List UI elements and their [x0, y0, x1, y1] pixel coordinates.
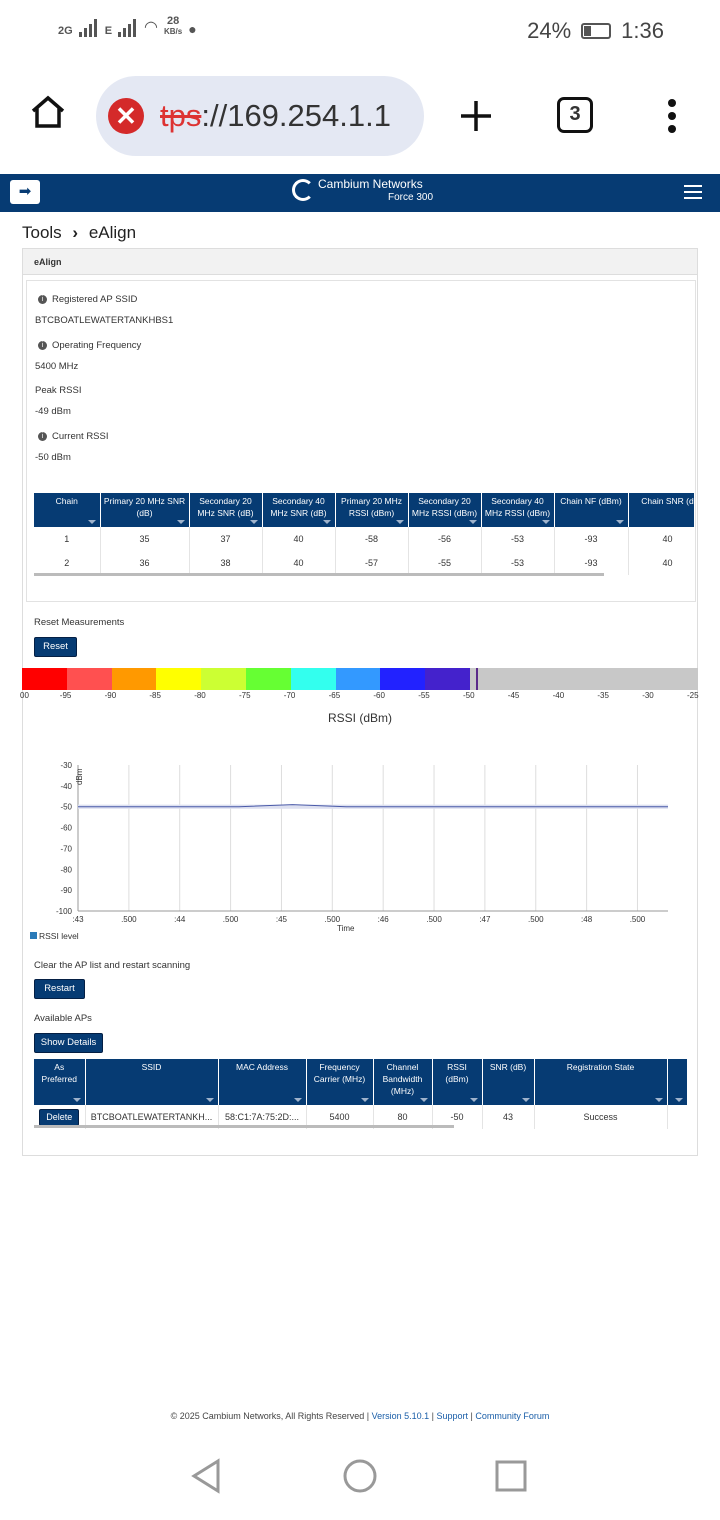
- recents-icon[interactable]: [495, 1460, 527, 1492]
- clock: 1:36: [621, 18, 664, 43]
- url-text[interactable]: [160, 98, 391, 134]
- scale-segment: [291, 668, 336, 690]
- scale-tick-label: -50: [463, 691, 475, 700]
- footer-sep-1: |: [429, 1411, 437, 1421]
- x-tick-label: :47: [479, 915, 491, 924]
- network-type-2: E: [104, 25, 113, 37]
- url-scheme: tps: [160, 98, 202, 133]
- reset-button[interactable]: Reset: [34, 637, 77, 657]
- scale-tick-label: -95: [59, 691, 72, 700]
- chain-table: [34, 493, 694, 575]
- hamburger-menu-icon[interactable]: [684, 185, 702, 199]
- info-box: [26, 280, 696, 602]
- scale-tick-label: -35: [597, 691, 609, 700]
- scale-tick-label: -55: [418, 691, 430, 700]
- table-cell: 40: [628, 527, 694, 551]
- table-cell: 40: [262, 527, 335, 551]
- tab-switcher-button[interactable]: [557, 97, 593, 133]
- battery-icon: [581, 23, 611, 39]
- scale-segment: [112, 668, 157, 690]
- y-tick-label: -60: [60, 823, 72, 833]
- ap-col-header[interactable]: RSSI (dBm): [432, 1059, 482, 1105]
- home-icon[interactable]: [30, 94, 66, 130]
- x-tick-label: .500: [527, 915, 544, 924]
- chain-col-header[interactable]: Secondary 20 MHz RSSI (dBm): [408, 493, 481, 527]
- freq-value: 5400 MHz: [35, 361, 79, 372]
- chain-table-wrap: [34, 493, 694, 579]
- overflow-menu-icon[interactable]: [664, 98, 680, 134]
- net-speed: [164, 16, 182, 37]
- delete-ap-button[interactable]: Delete: [39, 1109, 79, 1126]
- chain-col-header[interactable]: Secondary 20 MHz SNR (dB): [189, 493, 262, 527]
- scale-tick-label: -25: [687, 691, 699, 700]
- table-cell: -58: [335, 527, 408, 551]
- scale-tick-label: -60: [373, 691, 385, 700]
- x-tick-label: .500: [324, 915, 341, 924]
- footer-support-link[interactable]: Support: [436, 1411, 469, 1421]
- ap-table-scrollbar[interactable]: [34, 1125, 454, 1128]
- cambium-logo-icon: [292, 179, 314, 201]
- security-error-icon[interactable]: ✕: [108, 98, 144, 134]
- breadcrumb-separator: ›: [72, 223, 79, 242]
- x-tick-label: .500: [629, 915, 646, 924]
- chain-col-header[interactable]: Chain: [34, 493, 100, 527]
- net-speed-unit: KB/s: [164, 27, 183, 36]
- ap-cell-state: Success: [534, 1105, 667, 1129]
- home-nav-icon[interactable]: [342, 1458, 378, 1494]
- table-row: [34, 551, 694, 575]
- ap-cell-mac: 58:C1:7A:75:2D:...: [218, 1105, 306, 1129]
- ap-cell-snr: 43: [482, 1105, 534, 1129]
- ap-cell-ssid: BTCBOATLEWATERTANKH...: [85, 1105, 218, 1129]
- network-type-1: 2G: [58, 25, 73, 37]
- ap-table: [34, 1059, 687, 1129]
- scale-tick-label: -65: [328, 691, 341, 700]
- scale-tick-label: -75: [239, 691, 251, 700]
- x-tick-label: .500: [426, 915, 442, 924]
- scale-current-marker: [476, 668, 478, 690]
- ssid-label-text: Registered AP SSID: [52, 294, 138, 305]
- ap-col-header[interactable]: MAC Address: [218, 1059, 306, 1105]
- chat-icon: ●: [188, 21, 197, 37]
- x-tick-label: :46: [377, 915, 389, 924]
- chain-col-header[interactable]: Primary 20 MHz SNR (dB): [100, 493, 189, 527]
- ap-col-header[interactable]: Channel Bandwidth (MHz): [373, 1059, 432, 1105]
- browser-toolbar: [0, 62, 720, 174]
- chain-col-header[interactable]: Primary 20 MHz RSSI (dBm): [335, 493, 408, 527]
- x-tick-label: :45: [275, 915, 288, 924]
- scale-segment: [156, 668, 201, 690]
- brand: [318, 177, 434, 203]
- chart-title: RSSI (dBm): [327, 711, 392, 725]
- ap-col-header[interactable]: As Preferred: [34, 1059, 85, 1105]
- scale-segment: [246, 668, 291, 690]
- legend-swatch: [30, 932, 37, 939]
- table-scrollbar[interactable]: [34, 573, 604, 576]
- scale-tick-label: -80: [194, 691, 206, 700]
- product-name: Force 300: [388, 192, 434, 203]
- table-cell: -57: [335, 551, 408, 575]
- ap-cell-rssi: -50: [432, 1105, 482, 1129]
- sidebar-toggle-button[interactable]: ➡: [10, 180, 40, 204]
- footer-forum-link[interactable]: Community Forum: [475, 1411, 550, 1421]
- ap-col-header[interactable]: Frequency Carrier (MHz): [306, 1059, 373, 1105]
- scale-tick-label: -40: [552, 691, 565, 700]
- legend-label: RSSI level: [39, 931, 79, 941]
- available-aps-label: Available APs: [34, 1013, 92, 1024]
- y-tick-label: -50: [60, 802, 72, 812]
- chain-col-header[interactable]: Chain SNR (d: [628, 493, 694, 527]
- status-bar: [0, 0, 720, 62]
- breadcrumb-current: eAlign: [88, 223, 137, 242]
- restart-label: Clear the AP list and restart scanning: [34, 960, 191, 971]
- current-rssi-label-text: Current RSSI: [52, 431, 109, 442]
- rssi-color-scale: [22, 668, 698, 690]
- info-icon: i: [38, 341, 47, 350]
- table-cell: 37: [189, 527, 262, 551]
- y-tick-label: -40: [60, 781, 72, 791]
- y-tick-label: -30: [60, 761, 72, 770]
- y-tick-label: -70: [60, 844, 72, 854]
- scale-tick-label: -85: [149, 691, 161, 700]
- net-speed-value: 28: [166, 15, 180, 27]
- address-bar[interactable]: [96, 76, 424, 156]
- peak-rssi-value: -49 dBm: [35, 406, 71, 417]
- scale-segment: [201, 668, 246, 690]
- wifi-icon: ◠: [144, 19, 158, 36]
- scale-tick-label: 00: [20, 691, 29, 700]
- table-cell: -53: [481, 551, 554, 575]
- ap-cell-bandwidth: 80: [373, 1105, 432, 1129]
- footer-version-link[interactable]: Version 5.10.1: [371, 1411, 430, 1421]
- footer-copyright: © 2025 Cambium Networks, All Rights Reserved |: [170, 1411, 372, 1421]
- table-cell: -56: [408, 527, 481, 551]
- panel-title: eAlign: [23, 249, 697, 275]
- reset-label: Reset Measurements: [34, 617, 125, 628]
- freq-label-text: Operating Frequency: [52, 340, 142, 351]
- scale-segment: [22, 668, 67, 690]
- scale-tick-label: -45: [507, 691, 520, 700]
- back-icon[interactable]: [190, 1458, 222, 1494]
- x-tick-label: :48: [581, 915, 593, 924]
- scale-segment: [67, 668, 112, 690]
- table-cell: -93: [554, 527, 628, 551]
- x-axis-label: Time: [337, 924, 355, 933]
- table-cell: 36: [100, 551, 189, 575]
- y-tick-label: -80: [60, 865, 72, 875]
- scale-tick-label: -30: [642, 691, 654, 700]
- scale-tick-label: -70: [283, 691, 296, 700]
- restart-button[interactable]: Restart: [34, 979, 85, 999]
- ap-col-header[interactable]: SNR (dB): [482, 1059, 534, 1105]
- scale-segment: [380, 668, 425, 690]
- table-cell: -93: [554, 551, 628, 575]
- y-tick-label: -90: [60, 886, 72, 896]
- y-axis-label: dBm: [75, 768, 84, 785]
- status-right: [527, 18, 664, 44]
- info-icon: i: [38, 295, 47, 304]
- ap-col-header[interactable]: [667, 1059, 687, 1105]
- scale-segment: [336, 668, 381, 690]
- footer-sep-2: |: [468, 1411, 476, 1421]
- show-details-button[interactable]: Show Details: [34, 1033, 103, 1053]
- signal-icon: [79, 19, 99, 37]
- table-cell: 1: [34, 527, 100, 551]
- table-cell: -55: [408, 551, 481, 575]
- ssid-value: BTCBOATLEWATERTANKHBS1: [35, 315, 174, 326]
- table-cell: -53: [481, 527, 554, 551]
- new-tab-icon[interactable]: [458, 98, 494, 134]
- x-tick-label: :44: [174, 915, 186, 924]
- app-header: [0, 174, 720, 212]
- brand-name: Cambium Networks: [318, 177, 423, 191]
- chain-col-header[interactable]: Chain NF (dBm): [554, 493, 628, 527]
- breadcrumb: [22, 223, 136, 243]
- ealign-panel: [22, 248, 698, 1156]
- rssi-chart: [30, 755, 690, 935]
- info-icon: i: [38, 432, 47, 441]
- table-cell: 40: [628, 551, 694, 575]
- ap-col-header[interactable]: Registration State: [534, 1059, 667, 1105]
- table-cell: 40: [262, 551, 335, 575]
- url-host: ://169.254.1.1: [201, 98, 391, 133]
- x-tick-label: .500: [121, 915, 137, 924]
- chart-legend: [30, 931, 79, 941]
- peak-rssi-label: Peak RSSI: [35, 385, 82, 396]
- x-tick-label: .500: [222, 915, 239, 924]
- y-tick-label: -100: [55, 907, 72, 916]
- table-cell: 38: [189, 551, 262, 575]
- ap-table-wrap: [34, 1059, 687, 1132]
- battery-percent: 24%: [527, 18, 572, 43]
- status-left: [58, 16, 197, 37]
- current-rssi-value: -50 dBm: [35, 452, 71, 463]
- scale-segment: [425, 668, 470, 690]
- tab-count: 3: [569, 103, 581, 125]
- chain-col-header[interactable]: Secondary 40 MHz RSSI (dBm): [481, 493, 554, 527]
- ap-cell-frequency: 5400: [306, 1105, 373, 1129]
- breadcrumb-tools[interactable]: Tools: [22, 223, 62, 242]
- table-cell: 35: [100, 527, 189, 551]
- ap-col-header[interactable]: SSID: [85, 1059, 218, 1105]
- ssid-label: [38, 294, 137, 305]
- x-tick-label: :43: [72, 915, 84, 924]
- signal-icon-2: [118, 19, 138, 37]
- ap-cell-extra: [667, 1105, 687, 1129]
- table-row: [34, 527, 694, 551]
- table-cell: 2: [34, 551, 100, 575]
- footer: [0, 1411, 720, 1421]
- current-rssi-label: [38, 431, 109, 442]
- chain-col-header[interactable]: Secondary 40 MHz SNR (dB): [262, 493, 335, 527]
- system-nav-bar: [0, 1440, 720, 1520]
- scale-tick-label: -90: [104, 691, 117, 700]
- freq-label: [38, 340, 141, 351]
